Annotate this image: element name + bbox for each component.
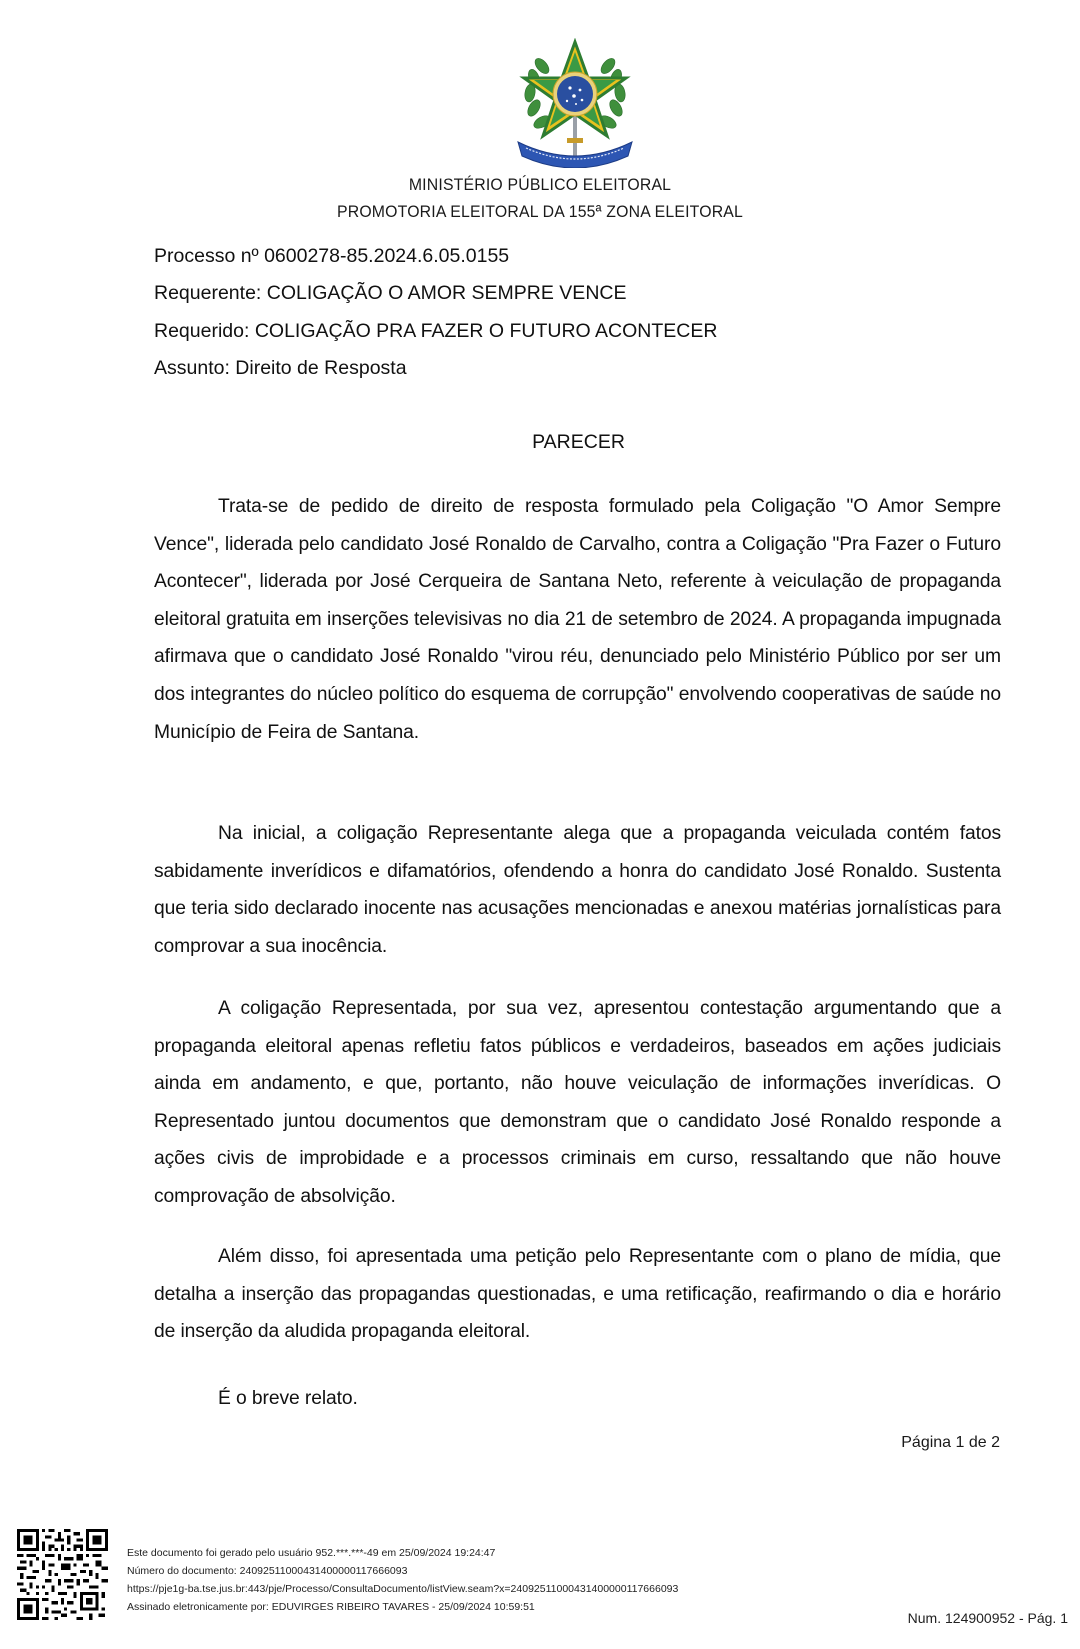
case-requerido: Requerido: COLIGAÇÃO PRA FAZER O FUTURO ACONTECER [154, 320, 718, 342]
signature-text: Assinado eletronicamente por: EDUVIRGES RIBEIRO TAVARES - 25/09/2024 10:59:51 [127, 1601, 535, 1613]
body-paragraph: A coligação Representada, por sua vez, apresentou contestação argumentando que a propaganda eleitoral apenas refletiu fatos públicos e verdadeiros, baseados em ações judiciais ainda em andamento, e que, portanto, não houve veiculação de informações inverídicas. O Representado juntou documentos que demonstram que o candidato José Ronaldo responde a ações civis de improbidade e a processos criminais em curso, ressaltando que não houve comprovação de absolvição. [154, 998, 1001, 1207]
document-number-text: Número do documento: 24092511000431400000117666093 [127, 1565, 408, 1577]
body-paragraph: Trata-se de pedido de direito de resposta formulado pela Coligação "O Amor Sempre Vence", liderada pelo candidato José Ronaldo de Carvalho, contra a Coligação "Pra Fazer o Futuro Acontecer", liderada por José Cerqueira de Santana Neto, referente à veiculação de propaganda eleitoral gratuita em inserções televisivas no dia 21 de setembro de 2024. A propaganda impugnada afirmava que o candidato José Ronaldo "virou réu, denunciado pelo Ministério Público por ser um dos integrantes do núcleo político do esquema de corrupção" envolvendo cooperativas de saúde no Município de Feira de Santana. [154, 496, 1001, 743]
sword-icon [573, 114, 577, 158]
qr-code-icon[interactable] [17, 1529, 108, 1620]
institution-name: MINISTÉRIO PÚBLICO ELEITORAL [408, 175, 672, 194]
blue-disc-icon [557, 76, 593, 112]
case-requerente: Requerente: COLIGAÇÃO O AMOR SEMPRE VENCE [154, 282, 627, 304]
page-number: Página 1 de 2 [901, 1434, 1000, 1451]
body-paragraph: Na inicial, a coligação Representante alega que a propaganda veiculada contém fatos sabidamente inverídicos e difamatórios, ofendendo a honra do candidato José Ronaldo. Sustenta que teria sido declarado inocente nas acusações mencionadas e anexou matérias jornalísticas para comprovar a sua inocência. [154, 823, 1001, 957]
document-url-link[interactable]: https://pje1g-ba.tse.jus.br:443/pje/Processo/ConsultaDocumento/listView.seam?x=24092511000431400000117666093 [127, 1583, 679, 1595]
case-assunto: Assunto: Direito de Resposta [154, 357, 407, 379]
body-paragraph: Além disso, foi apresentada uma petição pelo Representante com o plano de mídia, que detalha a inserção das propagandas questionadas, e uma retificação, reafirmando o dia e horário de inserção da aludida propaganda eleitoral. [154, 1246, 1001, 1343]
coat-of-arms-emblem [512, 38, 638, 168]
case-number: Processo nº 0600278-85.2024.6.05.0155 [154, 245, 510, 267]
document-title: PARECER [532, 431, 625, 453]
closing-paragraph: É o breve relato. [218, 1388, 358, 1409]
document-page-reference: Num. 124900952 - Pág. 1 [907, 1610, 1068, 1626]
generated-by-text: Este documento foi gerado pelo usuário 952.***.***-49 em 25/09/2024 19:24:47 [127, 1547, 496, 1559]
institution-subtitle: PROMOTORIA ELEITORAL DA 155ª ZONA ELEITORAL [336, 202, 744, 221]
